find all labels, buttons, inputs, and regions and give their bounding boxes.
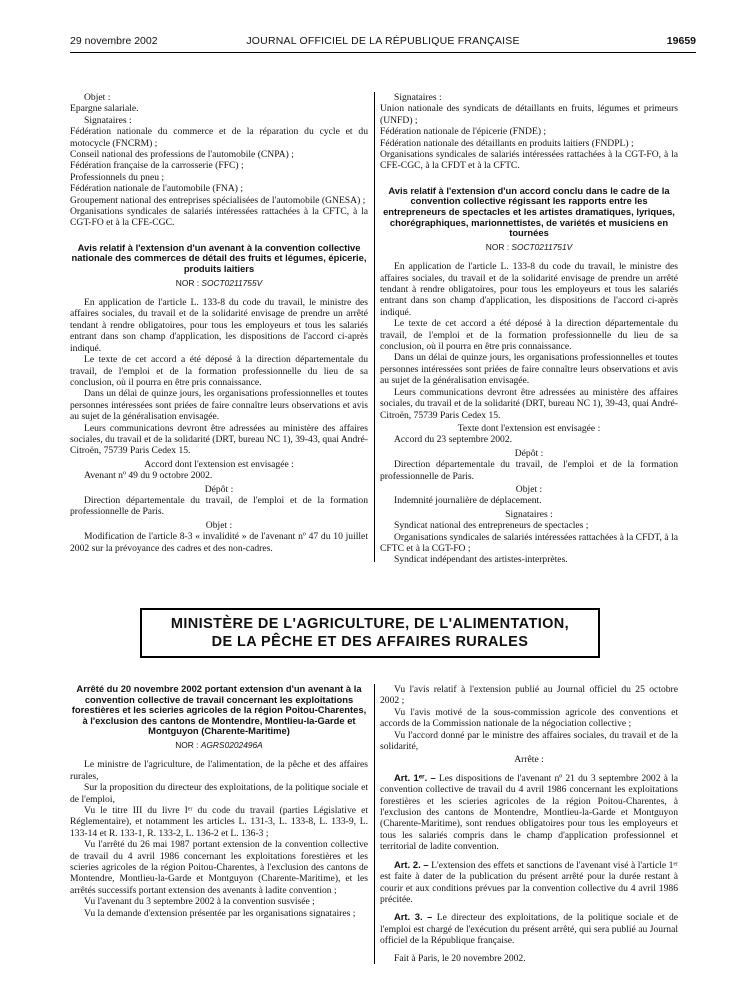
arrete-paragraph: Vu le titre III du livre Iᵉʳ du code du travail (parties Législative et Réglementaire), et notamment les articles L. 131-3, L. 133-8, L. 133-9, L. 133-14 et R. 133-1, R. 133-2, L. 136-2 et L. 136-3 ; — [70, 805, 368, 839]
signataire-item: Union nationale des syndicats de détaillants en fruits, légumes et primeurs (UNFD) ; — [380, 103, 678, 126]
accord-value: Avenant nº 49 du 9 octobre 2002. — [84, 470, 213, 482]
nor-code: SOCT0211755V — [201, 277, 263, 288]
nor-label: NOR : — [485, 241, 510, 252]
arrete-paragraph: Vu l'avis relatif à l'extension publié au Journal officiel du 25 octobre 2002 ; — [380, 684, 678, 707]
accord-label: Accord dont l'extension est envisagée : — [144, 458, 294, 470]
article-label: Art. 2. – — [394, 858, 429, 870]
objet2-label: Objet : — [205, 519, 233, 531]
avis2-nor — [380, 242, 678, 253]
signataire-item: Syndicat indépendant des artistes-interprètes. — [394, 554, 568, 566]
arrete-paragraph: Vu la demande d'extension présentée par les organisations signataires ; — [84, 907, 356, 919]
page-number: 19659 — [666, 35, 696, 47]
arrete-paragraph: Vu l'avis motivé de la sous-commission agricole des conventions et accords de la Commission nationale de la négociation collective ; — [380, 706, 678, 730]
article-2 — [380, 859, 678, 906]
signataire-item: Fédération nationale de l'épicerie (FNDE) ; — [380, 126, 547, 138]
signataire-item: Fédération nationale du commerce et de la réparation du cycle et du motocycle (FNCRM) ; — [70, 126, 368, 149]
page-header — [70, 35, 696, 51]
arrete-paragraph: Vu l'arrêté du 26 mai 1987 portant extension de la convention collective de travail du 4 avril 1986 concernant les exploitations forestières et les scieries agricoles de la région Poitou-Charentes, à l'exclusion des cantons de Montendre, Montlieu-la-Garde et Montguyon (Charente-Maritime), et les arrêtés successifs portant extension des avenants à ladite convention ; — [70, 839, 368, 896]
header-rule — [70, 52, 696, 53]
objet-value: Epargne salariale. — [70, 103, 139, 115]
arrete-nor — [70, 740, 368, 751]
depot-label: Dépôt : — [204, 483, 234, 495]
signataires-label: Signataires : — [505, 508, 553, 520]
objet-value: Indemnité journalière de déplacement. — [394, 495, 542, 507]
avis2-paragraph: Le texte de cet accord a été déposé à la direction départementale du travail, de l'emploi et de la formation professionnelle du lieu de sa conclusion, où il pourra en être pris connaissance. — [380, 318, 678, 353]
avis1-paragraph: Le texte de cet accord a été déposé à la direction départementale du travail, de l'emploi et de la formation professionnelle du lieu de sa conclusion, où il pourra en être pris connaissance. — [70, 354, 368, 388]
texte-label: Texte dont l'extension est envisagée : — [457, 422, 601, 434]
texte-value: Accord du 23 septembre 2002. — [394, 434, 513, 446]
avis1-title: Avis relatif à l'extension d'un avenant à la convention collective nationale des commerces de détail des fruits et légumes, épicerie, produits laitiers — [71, 241, 367, 275]
arrete-paragraph: Vu l'accord donné par le ministre des affaires sociales, du travail et de la solidarité, — [380, 729, 678, 753]
article-text: L'extension des effets et sanctions de l'avenant visé à l'article 1ᵉʳ est faite à dater de la publication du présent arrêté pour la durée restant à courir et aux conditions prévues par la convention collective du 4 avril 1986 précitée. — [380, 859, 678, 905]
arrete-title: Arrêté du 20 novembre 2002 portant extension d'un avenant à la convention collective de travail concernant les exploitations forestières et les scieries agricoles de la région Poitou-Charentes, à l'exclusion des cantons de Montendre, Montlieu-la-Garde et Montguyon (Charente-Maritime) — [71, 683, 367, 737]
avis1-nor — [70, 278, 368, 289]
signataire-item: Professionnels du pneu ; — [70, 171, 165, 183]
left-column-bottom — [70, 684, 368, 919]
article-text: Le directeur des exploitations, de la politique sociale et de l'emploi est chargé de l'exécution du présent arrêté, qui sera publié au Journal officiel de la République française. — [380, 912, 679, 947]
nor-label: NOR : — [175, 277, 200, 288]
ministry-line-1: MINISTÈRE DE L'AGRICULTURE, DE L'ALIMENTATION, — [170, 616, 570, 632]
signataire-item: Fédération française de la carrosserie (FFC) ; — [70, 160, 244, 172]
left-column-top — [70, 92, 368, 554]
right-column-bottom — [380, 684, 678, 964]
ministry-banner — [140, 608, 600, 658]
avis1-paragraph: Leurs communications devront être adressées au ministère des affaires sociales, du travail et de la solidarité (DRT, bureau NC 1), 39-43, quai André-Citroën, 75739 Paris Cedex 15. — [70, 422, 368, 457]
nor-label: NOR : — [175, 739, 199, 750]
arrete-paragraph: Le ministre de l'agriculture, de l'alimentation, de la pêche et des affaires rurales, — [70, 759, 368, 782]
journal-title: JOURNAL OFFICIEL DE LA RÉPUBLIQUE FRANÇAISE — [246, 35, 520, 47]
nor-code: SOCT0211751V — [511, 241, 573, 252]
signataires-label: Signataires : — [394, 92, 442, 103]
signataire-item: Fédération nationale des détaillants en produits laitiers (FNDPL) ; — [380, 137, 634, 149]
avis2-paragraph: En application de l'article L. 133-8 du code du travail, le ministre des affaires sociales, du travail et de la solidarité envisage de prendre un arrêté tendant à rendre obligatoires, pour tous les employeurs et tous les salariés entrant dans son champ d'application, les dispositions de l'accord ci-après indiqué. — [380, 261, 678, 318]
depot-value: Direction départementale du travail, de l'emploi et de la formation professionnelle de Paris. — [70, 494, 368, 518]
arrete-paragraph: Vu l'avenant du 3 septembre 2002 à la convention susvisée ; — [84, 896, 315, 908]
signataire-item: Organisations syndicales de salariés intéressées rattachées à la CFDT, à la CFTC et à la CGT-FO ; — [380, 531, 678, 554]
signataire-item: Conseil national des professions de l'automobile (CNPA) ; — [70, 149, 294, 161]
avis2-paragraph: Leurs communications devront être adressées au ministère des affaires sociales, du travail et de la solidarité (DRT, bureau NC 1), 39-43, quai André-Citroën, 75739 Paris Cedex 15. — [380, 386, 678, 421]
avis1-paragraph: En application de l'article L. 133-8 du code du travail, le ministre des affaires sociales, du travail et de la solidarité envisage de prendre un arrêté tendant à rendre obligatoires, pour tous les employeurs et tous les salariés entrant dans son champ d'application, les dispositions de l'accord ci-après indiqué. — [70, 297, 368, 354]
signataire-item: Groupement national des entreprises spécialisées de l'automobile (GNESA) ; — [70, 194, 366, 206]
signataire-item: Organisations syndicales de salariés intéressées rattachées à la CGT-FO, à la CFE-CGC, à la CFDT et à la CFTC. — [380, 149, 678, 172]
signature: Fait à Paris, le 20 novembre 2002. — [394, 952, 526, 964]
objet2-value: Modification de l'article 8-3 « invalidité » de l'avenant nº 47 du 10 juillet 2002 sur la prévoyance des cadres et des non-cadres. — [70, 531, 368, 554]
column-divider-top — [374, 92, 375, 562]
objet-label: Objet : — [515, 483, 543, 495]
signataire-item: Organisations syndicales de salariés intéressées rattachées à la CFTC, à la CGT-FO et à la CFE-CGC. — [70, 206, 368, 229]
signataire-item: Fédération nationale de l'automobile (FNA) ; — [70, 183, 244, 195]
ministry-line-2: DE LA PÊCHE ET DES AFFAIRES RURALES — [211, 634, 529, 650]
avis2-paragraph: Dans un délai de quinze jours, les organisations professionnelles et toutes personnes intéressées sont priées de faire connaître leurs observations et avis au sujet de la généralisation envisagée. — [380, 352, 678, 387]
article-text: Les dispositions de l'avenant nº 21 du 3 septembre 2002 à la convention collective de travail du 4 avril 1986 concernant les exploitations forestières et les scieries agricoles de la région Poitou-Charentes, à l'exclusion des cantons de Montendre, Montlieu-la-Garde et Montguyon (Charente-Maritime), sont rendues obligatoires pour tous les employeurs et tous les salariés compris dans le champ d'application professionnel et territorial de ladite convention. — [380, 772, 678, 853]
article-label: Art. 1ᵉʳ. – — [394, 771, 436, 783]
header-date: 29 novembre 2002 — [70, 35, 158, 47]
column-divider-bottom — [374, 684, 375, 964]
arrete-label: Arrête : — [514, 754, 544, 766]
signataires-label: Signataires : — [84, 114, 132, 126]
arrete-paragraph: Sur la proposition du directeur des exploitations, de la politique sociale et de l'emploi, — [70, 782, 368, 805]
avis2-title: Avis relatif à l'extension d'un accord conclu dans le cadre de la convention collective régissant les rapports entre les entrepreneurs de spectacles et les artistes dramatiques, lyriques, chorégraphiques, marionnettistes, de variétés et musiciens en tournées — [383, 184, 675, 239]
signataire-item: Syndicat national des entrepreneurs de spectacles ; — [394, 520, 589, 532]
article-label: Art. 3. – — [394, 911, 433, 923]
objet-label: Objet : — [84, 92, 111, 103]
right-column-top — [380, 92, 678, 566]
depot-label: Dépôt : — [514, 447, 544, 459]
article-3 — [380, 911, 678, 946]
avis1-paragraph: Dans un délai de quinze jours, les organisations professionnelles et toutes personnes intéressées sont priées de faire connaître leurs observations et avis au sujet de la généralisation envisagée. — [70, 388, 368, 423]
nor-code: AGRS0202496A — [200, 739, 263, 750]
depot-value: Direction départementale du travail, de l'emploi et de la formation professionnelle de Paris. — [380, 459, 678, 482]
article-1 — [380, 772, 678, 853]
